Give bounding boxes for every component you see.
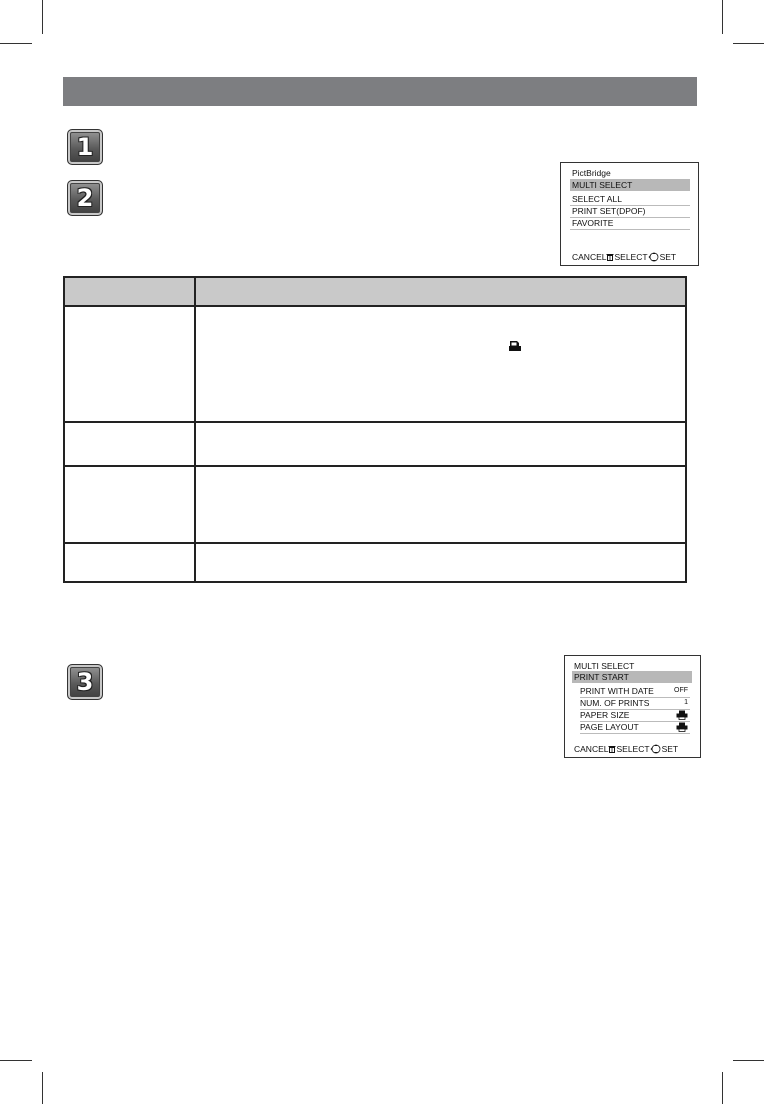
- setting-label: NUM. OF PRINTS: [580, 698, 650, 708]
- setting-value: OFF: [674, 687, 688, 694]
- screen-footer: [572, 252, 698, 262]
- table-row-divider: [65, 421, 685, 423]
- setting-divider: [580, 733, 690, 734]
- crop-mark: [0, 43, 32, 44]
- footer-cancel: CANCEL: [572, 252, 607, 262]
- printer-icon: [676, 722, 688, 732]
- crop-mark: [733, 43, 764, 44]
- crop-mark: [42, 0, 43, 34]
- screen-title: PictBridge: [572, 168, 611, 178]
- crop-mark: [733, 1060, 764, 1061]
- operation-table: [63, 276, 687, 583]
- setting-row[interactable]: [580, 722, 688, 732]
- menu-item-print-set-dpof[interactable]: PRINT SET(DPOF): [572, 206, 646, 216]
- section-header-bar: [63, 77, 697, 106]
- dpad-icon: [650, 744, 662, 754]
- setting-label: PAGE LAYOUT: [580, 722, 639, 732]
- crop-mark: [722, 0, 723, 34]
- footer-select: SELECT: [614, 252, 648, 262]
- printer-icon: [676, 710, 688, 720]
- menu-item-select-all[interactable]: SELECT ALL: [572, 194, 622, 204]
- crop-mark: [42, 1072, 43, 1104]
- screen-title: MULTI SELECT: [574, 661, 635, 671]
- multi-select-screen: [564, 655, 701, 758]
- print-start-button[interactable]: PRINT START: [574, 672, 629, 682]
- table-row-divider: [65, 465, 685, 467]
- setting-value: 1: [684, 699, 688, 706]
- menu-item-multi-select[interactable]: MULTI SELECT: [572, 180, 633, 190]
- setting-label: PRINT WITH DATE: [580, 686, 654, 696]
- step-1-icon: 1: [67, 129, 103, 165]
- menu-divider: [570, 229, 690, 230]
- menu-item-favorite[interactable]: FAVORITE: [572, 218, 614, 228]
- table-column-divider: [194, 278, 196, 581]
- crop-mark: [722, 1072, 723, 1104]
- step-3-icon: 3: [67, 664, 103, 700]
- print-mark-icon: [508, 340, 522, 352]
- screen-footer: [574, 744, 700, 754]
- setting-label: PAPER SIZE: [580, 710, 630, 720]
- crop-mark: [0, 1060, 32, 1061]
- table-row-divider: [65, 542, 685, 544]
- pictbridge-screen: [560, 162, 699, 266]
- setting-row[interactable]: [580, 710, 688, 720]
- footer-select: SELECT: [616, 744, 650, 754]
- footer-cancel: CANCEL: [574, 744, 609, 754]
- footer-set: SET: [659, 252, 677, 262]
- table-header-row: [65, 278, 685, 307]
- footer-set: SET: [661, 744, 679, 754]
- setting-row[interactable]: [580, 686, 688, 696]
- setting-row[interactable]: [580, 698, 688, 708]
- dpad-icon: [648, 252, 660, 262]
- step-2-icon: 2: [67, 180, 103, 216]
